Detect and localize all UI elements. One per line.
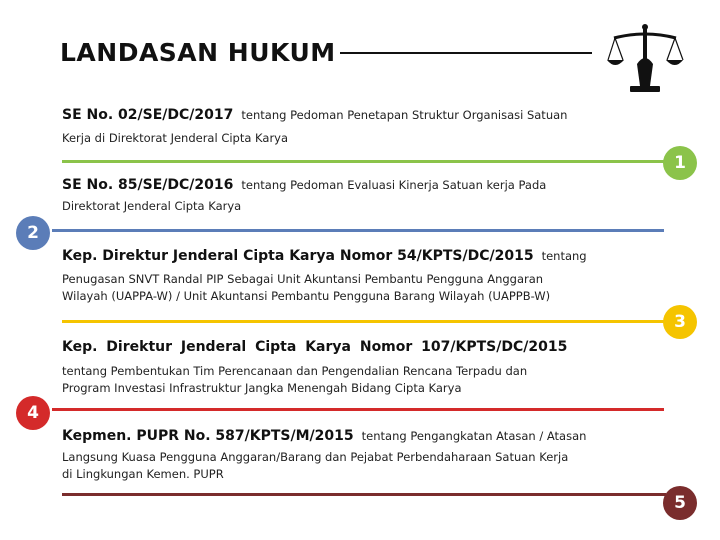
item-4-line3: Program Investasi Infrastruktur Jangka Menengah Bidang Cipta Karya [62,381,462,395]
item-3-line2: Penugasan SNVT Randal PIP Sebagai Unit Akuntansi Pembantu Pengguna Anggaran [62,272,544,286]
number-badge-2: 2 [16,216,50,250]
item-3-line3: Wilayah (UAPPA-W) / Unit Akuntansi Pembantu Pengguna Barang Wilayah (UAPPB-W) [62,289,551,303]
item-5-reference: Kepmen. PUPR No. 587/KPTS/M/2015 [62,428,354,444]
scales-of-justice-icon [606,22,684,96]
item-2-reference: SE No. 85/SE/DC/2016 [62,177,234,193]
number-badge-1: 1 [663,146,697,180]
item-2-line2: Direktorat Jenderal Cipta Karya [62,199,242,213]
legal-basis-item-2 [62,177,628,215]
item-5-line1: tentang Pengangkatan Atasan / Atasan [361,429,587,443]
divider-2 [52,229,664,232]
divider-4 [52,408,664,411]
item-5-line2: Langsung Kuasa Pengguna Anggaran/Barang dan Pejabat Perbendaharaan Satuan Kerja [62,450,569,464]
legal-basis-item-5 [62,428,642,483]
number-badge-3: 3 [663,305,697,339]
divider-3 [62,320,666,323]
number-badge-4: 4 [16,396,50,430]
item-1-line1: tentang Pedoman Penetapan Struktur Organisasi Satuan [241,108,568,122]
item-4-line2: tentang Pembentukan Tim Perencanaan dan Pengendalian Rencana Terpadu dan [62,364,528,378]
item-4-reference: Kep. Direktur Jenderal Cipta Karya Nomor 107/KPTS/DC/2015 [62,339,568,355]
item-3-line1: tentang [541,249,587,263]
item-3-reference: Kep. Direktur Jenderal Cipta Karya Nomor 54/KPTS/DC/2015 [62,248,534,264]
item-2-line1: tentang Pedoman Evaluasi Kinerja Satuan kerja Pada [241,178,547,192]
divider-5 [62,493,666,496]
divider-1 [62,160,666,163]
page-title: LANDASAN HUKUM [60,38,336,67]
number-badge-5: 5 [663,486,697,520]
item-5-line3: di Lingkungan Kemen. PUPR [62,467,224,481]
item-1-reference: SE No. 02/SE/DC/2017 [62,107,234,123]
title-underline [340,52,592,54]
legal-basis-item-3 [62,248,628,305]
legal-basis-item-4 [62,339,628,397]
item-1-line2: Kerja di Direktorat Jenderal Cipta Karya [62,131,289,145]
legal-basis-item-1 [62,107,628,147]
